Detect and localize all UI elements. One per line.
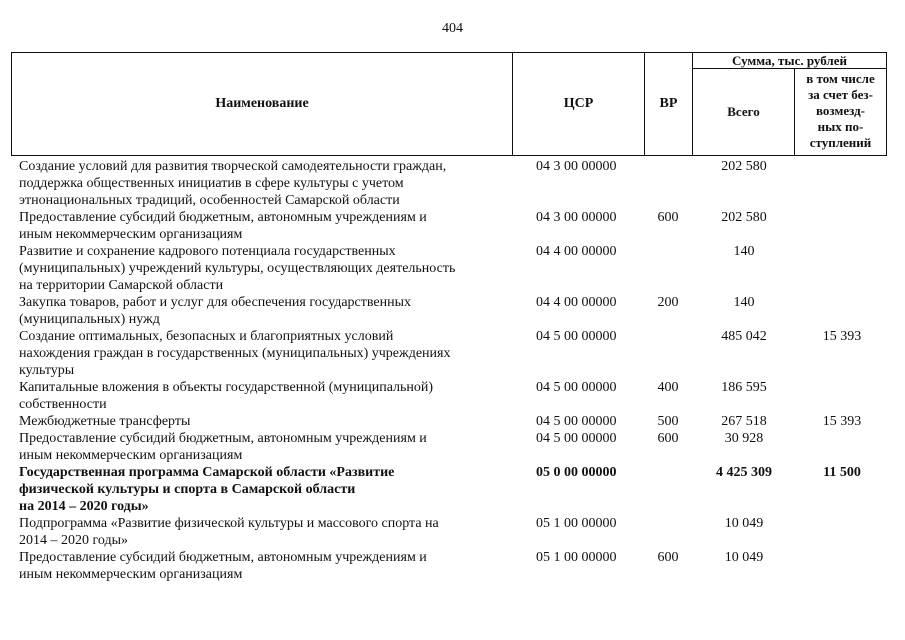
row-name <box>19 209 509 243</box>
row-name-line: Предоставление субсидий бюджетным, автономным учреждениям и <box>19 210 427 225</box>
row-name-line: Создание условий для развития творческой самодеятельности граждан, <box>19 159 447 174</box>
row-vr: 400 <box>657 380 679 395</box>
table-header <box>11 52 887 156</box>
row-csr: 04 5 00 00000 <box>536 380 617 395</box>
row-name <box>19 464 509 515</box>
row-total: 140 <box>733 244 755 259</box>
row-csr: 04 5 00 00000 <box>536 431 617 446</box>
header-gratuitous-line: за счет без- <box>808 87 873 102</box>
row-csr: 05 1 00 00000 <box>536 550 617 565</box>
row-name <box>19 515 509 549</box>
row-name-line: культуры <box>19 363 75 378</box>
header-gratuitous-line: ных по- <box>817 119 864 134</box>
row-csr: 04 4 00 00000 <box>536 244 617 259</box>
row-name-line: поддержка общественных инициатив в сфере культуры с учетом <box>19 176 404 191</box>
header-gratuitous-line: возмезд- <box>816 103 865 118</box>
row-name-line: Предоставление субсидий бюджетным, автономным учреждениям и <box>19 550 427 565</box>
row-total: 10 049 <box>724 550 764 565</box>
row-name-line: Государственная программа Самарской области «Развитие <box>19 465 395 480</box>
row-name <box>19 294 509 328</box>
row-name <box>19 413 509 430</box>
header-amount: Сумма, тыс. рублей <box>732 52 847 68</box>
row-name-line: нахождения граждан в государственных (муниципальных) учреждениях <box>19 346 451 361</box>
row-name-line: Предоставление субсидий бюджетным, автономным учреждениям и <box>19 431 427 446</box>
row-gratuitous: 15 393 <box>822 329 862 344</box>
row-csr: 04 3 00 00000 <box>536 210 617 225</box>
row-name-line: на 2014 – 2020 годы» <box>19 499 149 514</box>
header-csr: ЦСР <box>563 96 594 111</box>
row-total: 4 425 309 <box>716 465 772 480</box>
header-vr: ВР <box>659 96 678 111</box>
row-total: 202 580 <box>721 210 767 225</box>
row-name <box>19 328 509 379</box>
row-name <box>19 549 509 583</box>
row-name-line: иным некоммерческим организациям <box>19 448 243 463</box>
row-total: 140 <box>733 295 755 310</box>
row-total: 30 928 <box>724 431 764 446</box>
row-name <box>19 430 509 464</box>
row-vr: 600 <box>657 431 679 446</box>
row-vr: 500 <box>657 414 679 429</box>
header-gratuitous <box>795 71 886 151</box>
header-gratuitous-line: ступлений <box>809 135 872 150</box>
row-name-line: Подпрограмма «Развитие физической культуры и массового спорта на <box>19 516 439 531</box>
row-name <box>19 379 509 413</box>
row-gratuitous: 15 393 <box>822 414 862 429</box>
row-csr: 04 5 00 00000 <box>536 414 617 429</box>
row-csr: 04 3 00 00000 <box>536 159 617 174</box>
header-total: Всего <box>727 104 760 119</box>
row-total: 485 042 <box>721 329 767 344</box>
row-name <box>19 158 509 209</box>
row-vr: 200 <box>657 295 679 310</box>
row-gratuitous: 11 500 <box>823 465 861 480</box>
row-name-line: (муниципальных) нужд <box>19 312 160 327</box>
row-name-line: иным некоммерческим организациям <box>19 227 243 242</box>
row-csr: 05 1 00 00000 <box>536 516 617 531</box>
header-border <box>11 155 887 156</box>
row-csr: 05 0 00 00000 <box>536 465 617 480</box>
page-number: 404 <box>442 21 463 36</box>
row-total: 10 049 <box>724 516 764 531</box>
header-gratuitous-line: в том числе <box>806 71 875 86</box>
row-name-line: Создание оптимальных, безопасных и благоприятных условий <box>19 329 394 344</box>
row-name-line: этнонациональных традиций, особенностей Самарской области <box>19 193 400 208</box>
row-name-line: иным некоммерческим организациям <box>19 567 243 582</box>
row-name-line: физической культуры и спорта в Самарской области <box>19 482 356 497</box>
row-name <box>19 243 509 294</box>
header-name: Наименование <box>215 96 309 111</box>
row-name-line: (муниципальных) учреждений культуры, осуществляющих деятельность <box>19 261 456 276</box>
row-name-line: Закупка товаров, работ и услуг для обеспечения государственных <box>19 295 412 310</box>
row-total: 202 580 <box>721 159 767 174</box>
row-csr: 04 4 00 00000 <box>536 295 617 310</box>
row-total: 186 595 <box>721 380 767 395</box>
row-total: 267 518 <box>721 414 767 429</box>
row-name-line: Капитальные вложения в объекты государственной (муниципальной) <box>19 380 434 395</box>
row-vr: 600 <box>657 550 679 565</box>
row-name-line: 2014 – 2020 годы» <box>19 533 129 548</box>
row-vr: 600 <box>657 210 679 225</box>
row-name-line: Межбюджетные трансферты <box>19 414 191 429</box>
row-name-line: на территории Самарской области <box>19 278 224 293</box>
row-name-line: Развитие и сохранение кадрового потенциала государственных <box>19 244 396 259</box>
row-name-line: собственности <box>19 397 107 412</box>
row-csr: 04 5 00 00000 <box>536 329 617 344</box>
